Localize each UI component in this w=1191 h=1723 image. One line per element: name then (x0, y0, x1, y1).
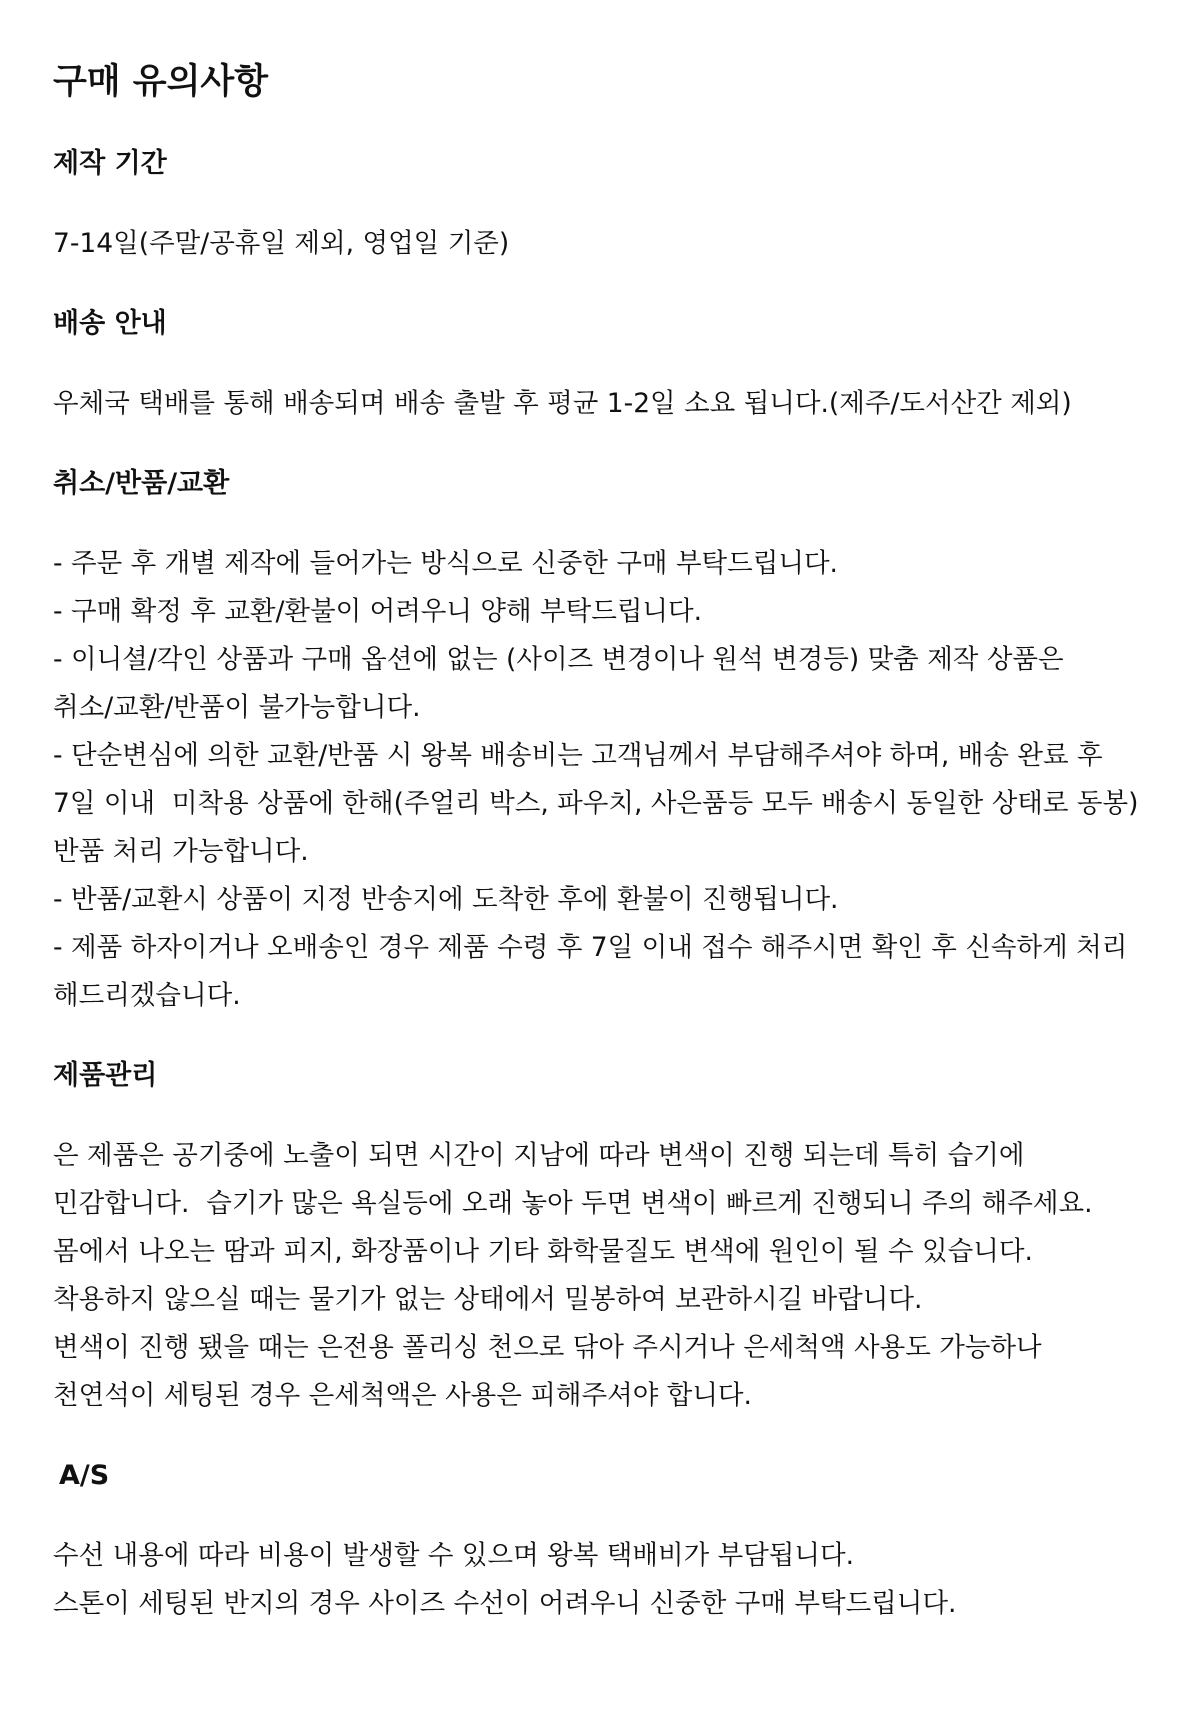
care-body (53, 1132, 1153, 1420)
shipping-heading: 배송 안내 (53, 308, 167, 339)
cancel-line: 7일 이내 미착용 상품에 한해(주얼리 박스, 파우치, 사은품등 모두 배송시 동일한 상태로 동봉) (53, 788, 1139, 819)
care-line: 착용하지 않으실 때는 물기가 없는 상태에서 밀봉하여 보관하시길 바랍니다. (53, 1284, 923, 1315)
as-heading: A/S (59, 1460, 110, 1491)
cancel-line: - 제품 하자이거나 오배송인 경우 제품 수령 후 7일 이내 접수 해주시면 확인 후 신속하게 처리 (53, 932, 1128, 963)
production-heading: 제작 기간 (53, 148, 167, 179)
cancel-heading: 취소/반품/교환 (53, 468, 230, 499)
cancel-line: - 구매 확정 후 교환/환불이 어려우니 양해 부탁드립니다. (53, 596, 703, 627)
cancel-line: - 주문 후 개별 제작에 들어가는 방식으로 신중한 구매 부탁드립니다. (53, 548, 838, 579)
care-line: 변색이 진행 됐을 때는 은전용 폴리싱 천으로 닦아 주시거나 은세척액 사용도 가능하나 (53, 1332, 1042, 1363)
cancel-line: - 이니셜/각인 상품과 구매 옵션에 없는 (사이즈 변경이나 원석 변경등) 맞춤 제작 상품은 (53, 644, 1064, 675)
cancel-line: - 단순변심에 의한 교환/반품 시 왕복 배송비는 고객님께서 부담해주셔야 하며, 배송 완료 후 (53, 740, 1103, 771)
cancel-line: 취소/교환/반품이 불가능합니다. (53, 692, 421, 723)
care-heading: 제품관리 (53, 1060, 158, 1091)
care-line: 천연석이 세팅된 경우 은세척액은 사용은 피해주셔야 합니다. (53, 1380, 752, 1411)
care-line: 몸에서 나오는 땀과 피지, 화장품이나 기타 화학물질도 변색에 원인이 될 수 있습니다. (53, 1236, 1033, 1267)
as-line: 수선 내용에 따라 비용이 발생할 수 있으며 왕복 택배비가 부담됩니다. (53, 1540, 855, 1571)
cancel-line: 해드리겠습니다. (53, 980, 241, 1011)
production-text: 7-14일(주말/공휴일 제외, 영업일 기준) (53, 228, 510, 259)
care-line: 민감합니다. 습기가 많은 욕실등에 오래 놓아 두면 변색이 빠르게 진행되니 주의 해주세요. (53, 1188, 1093, 1219)
care-line: 은 제품은 공기중에 노출이 되면 시간이 지남에 따라 변색이 진행 되는데 특히 습기에 (53, 1140, 1025, 1171)
cancel-body (53, 540, 1153, 1020)
cancel-line: 반품 처리 가능합니다. (53, 836, 309, 867)
shipping-text: 우체국 택배를 통해 배송되며 배송 출발 후 평균 1-2일 소요 됩니다.(제주/도서산간 제외) (53, 388, 1072, 419)
page-title: 구매 유의사항 (53, 62, 269, 102)
notice-document (53, 58, 1153, 1664)
as-body (53, 1532, 1153, 1628)
as-line: 스톤이 세팅된 반지의 경우 사이즈 수선이 어려우니 신중한 구매 부탁드립니다. (53, 1588, 957, 1619)
cancel-line: - 반품/교환시 상품이 지정 반송지에 도착한 후에 환불이 진행됩니다. (53, 884, 839, 915)
